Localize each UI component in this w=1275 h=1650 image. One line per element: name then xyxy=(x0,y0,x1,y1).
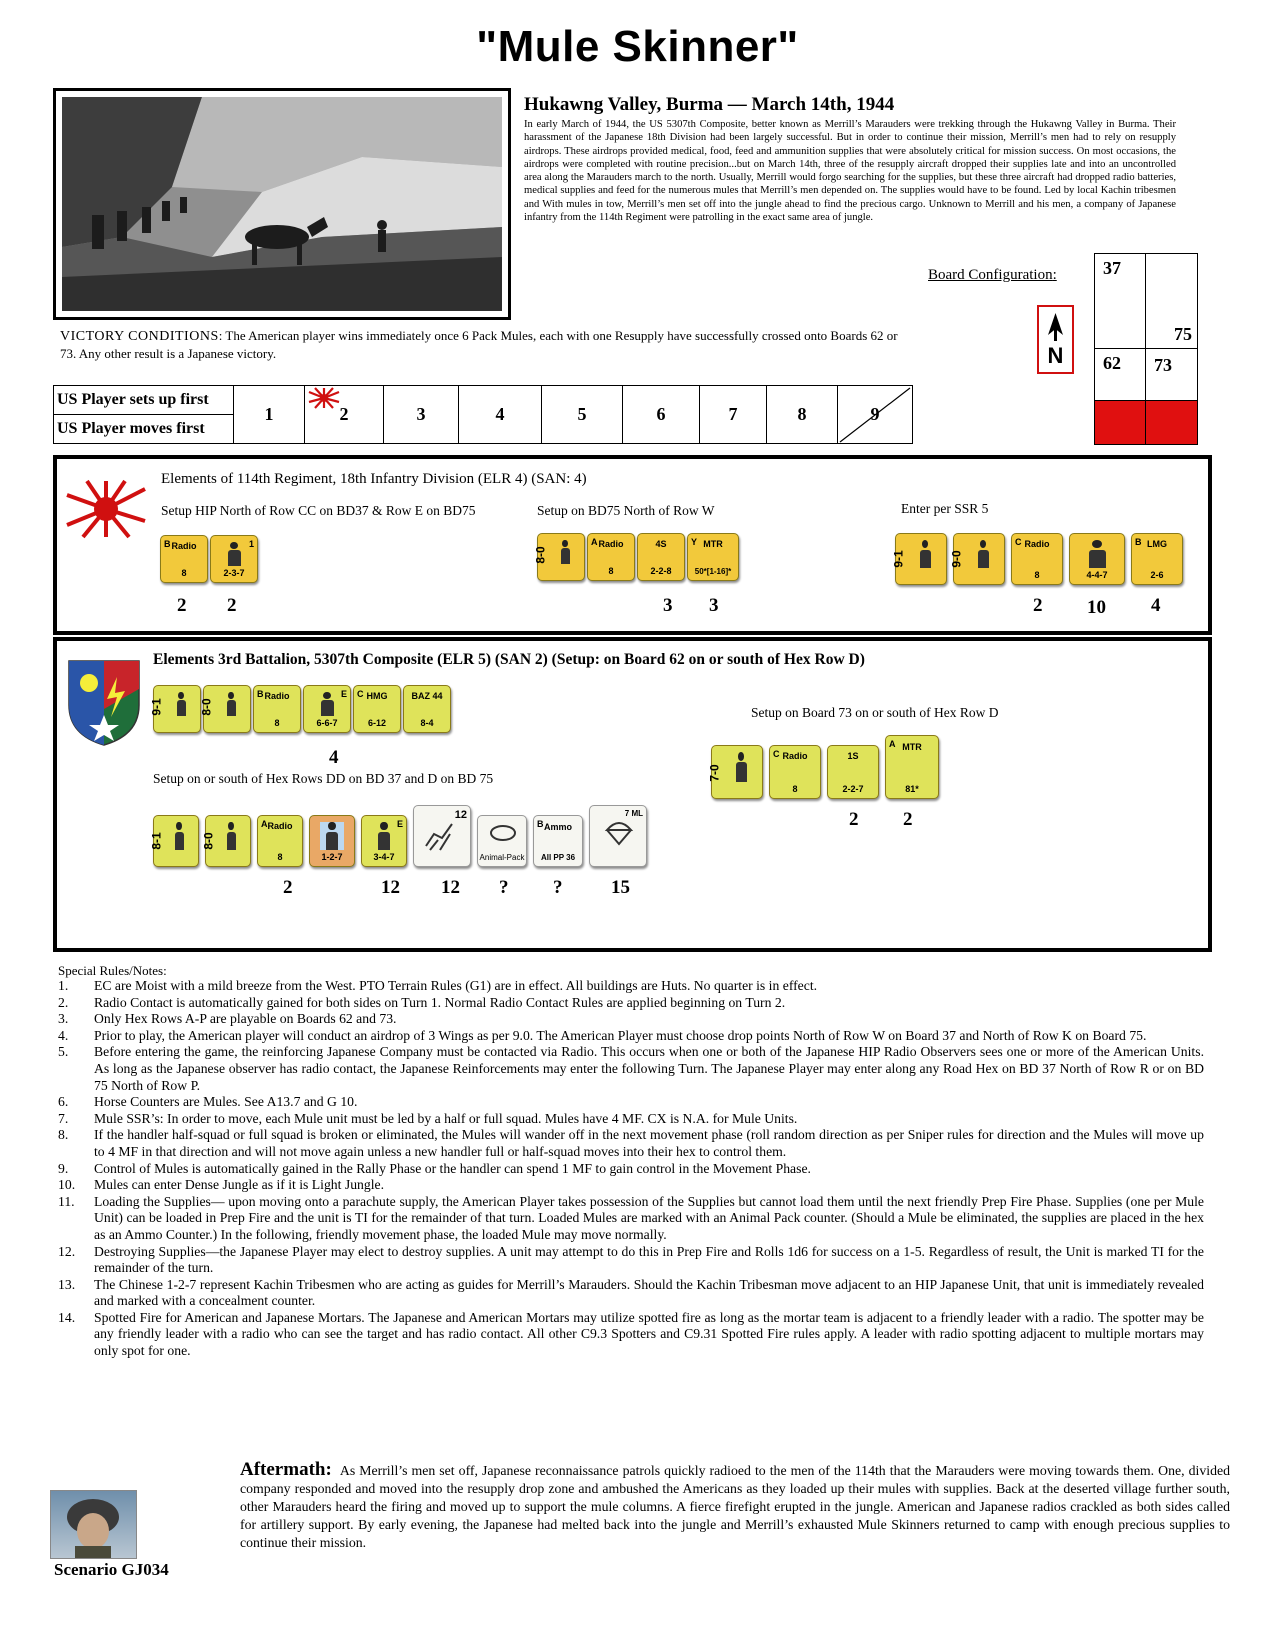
us-half-squad-counter: E 3-4-7 xyxy=(361,815,407,867)
us-bd37-setup-label: Setup on or south of Hex Rows DD on BD 37 and D on BD 75 xyxy=(153,771,494,786)
scenario-id: Scenario GJ034 xyxy=(54,1560,169,1579)
rule-item: 11. Loading the Supplies— upon moving onto a parachute supply, the American Player takes possession of the Supplies but cannot load them until the next friendly Prep Fire Phase. Supplies (one per Mule Unit) can be loaded in Prep Fire and the unit is TI for the remainder of that turn. Loaded Mules are marked with an Animal Pack counter. (Should a Mule be eliminated, the supplies are placed in the hex as an Ammo Counter.) In the following, friendly movement phase, the loaded Mule may move normally. xyxy=(58,1193,1204,1242)
rule-item: 14. Spotted Fire for American and Japanese Mortars. The Japanese and American Mortars may utilize spotted fire as long as the mortar team is adjacent to a friendly leader with a radio. The spotter may be any friendly leader with a radio who can see the target and has radio contact. All other C9.3 Spotters and C9.31 Spotted Fire rules apply. A leader with radio spotting adjacent to multiple mortars may only spot for one. xyxy=(58,1309,1204,1359)
soldier-portrait-icon xyxy=(50,1490,137,1559)
board-edge-62 xyxy=(1094,400,1146,445)
jp-crew-counter: 4S 2-2-8 xyxy=(637,533,685,581)
jp-radio-counter-reinf: C Radio 8 xyxy=(1011,533,1063,585)
photo-illustration xyxy=(62,97,502,311)
us-crew-qty: 2 xyxy=(849,809,859,830)
north-arrow-icon xyxy=(1037,305,1074,374)
turn-3: 3 xyxy=(384,386,459,444)
jp-crew-qty: 3 xyxy=(663,595,673,616)
parachute-supply-counter: 7 ML xyxy=(589,805,647,867)
rule-item: 4. Prior to play, the American player will conduct an airdrop of 3 Wings as per 9.0. The American Player must choose drop points North of Row W on Board 37 and North of Row K on Board 75. xyxy=(58,1027,1147,1043)
moves-first-label: US Player moves first xyxy=(54,415,234,444)
aftermath-text: As Merrill’s men set off, Japanese reconnaissance patrols quickly radioed to the men of the 114th that the Marauders were moving towards them. One, divided company responded and moved into the resupply drop zone and ambushed the Americans as they loaded up their mules with supplies. Back at the deserted village further south, other Marauders heard the firing and moved up to support the mule columns. A fierce firefight erupted in the jungle. American and Japanese radios crackled as both sides called for artillery support. By early evening, the Japanese had melted back into the jungle and Merrill’s exhausted Mule Skinners returned to camp with enough precious supplies to continue their mission. xyxy=(240,1463,1230,1550)
japanese-flag-icon xyxy=(67,481,145,537)
mule-qty: 12 xyxy=(441,877,460,898)
victory-conditions-label: VICTORY CONDITIONS xyxy=(60,329,219,344)
mule-counter: 12 xyxy=(413,805,471,867)
us-bazooka-counter: BAZ 44 8-4 xyxy=(403,685,451,733)
rule-item: 6. Horse Counters are Mules. See A13.7 and G 10. xyxy=(58,1094,358,1110)
jp-leader-9-1-counter: 9-1 xyxy=(895,533,947,585)
rule-item: 9. Control of Mules is automatically gained in the Rally Phase or the handler can spend 1 MF to gain control in the Movement Phase. xyxy=(58,1160,811,1176)
american-force-heading: Elements 3rd Battalion, 5307th Composite (ELR 5) (SAN 2) (Setup: on Board 62 on or south of Hex Row D) xyxy=(153,651,865,668)
us-leader-9-1-counter: 9-1 xyxy=(153,685,201,733)
board-75: 75 xyxy=(1145,253,1198,349)
victory-conditions-text: The American player wins immediately once 6 Pack Mules, each with one Resupply have successfully crossed onto Boards 62 or 73. Any other result is a Japanese victory. xyxy=(60,328,898,361)
jp-radio-counter: B Radio 8 xyxy=(160,535,208,583)
rule-item: 8. If the handler half-squad or full squad is broken or eliminated, the Mules will wander off in the next movement phase (roll random direction as per Sniper rules for direction and the Mules will move up to 4 MF in that direction and will not move again unless a new handler full or half-squad moves into their hex to control them. xyxy=(58,1127,1204,1159)
us-radio-c-counter: C Radio 8 xyxy=(769,745,821,799)
ammo-supply-qty: ? xyxy=(553,877,563,898)
us-leader-8-0-b-counter: 8-0 xyxy=(205,815,251,867)
jp-bd75-setup-label: Setup on BD75 North of Row W xyxy=(537,503,715,518)
jp-half-squad-qty: 2 xyxy=(227,595,237,616)
aftermath-heading: Aftermath: xyxy=(240,1459,332,1480)
half-turn-slash xyxy=(838,386,912,444)
historical-introduction: In early March of 1944, the US 5307th Composite, better known as Merrill’s Marauders were trekking through the Hukawng Valley in Burma. Their harassment of the Japanese 18th Division had been largely successful. But in order to continue their mission, Merrill’s men had to rely on resupply airdrops. These airdrops provided medical, food, feed and ammunition supplies that were absolutely critical for mission success. On most occasions, the airdrops were completed with routine precision...but on March 14th, three of the resupply aircraft dropped their supplies late and into an uncontrolled area along the Marauders march to the north. Usually, Merrill would forgo searching for the supplies, but these three aircraft had dropped radio batteries, medical supplies and feed for the numerous mules that Merrill’s men depended on. The supplies would have to be found. Led by local Kachin tribesmen and With mules in tow, Merrill’s men set off into the jungle ahead to find the precious cargo. Unknown to Merrill and his men, a company of Japanese infantry from the 114th Regiment were patrolling in the exact same area of jungle. xyxy=(524,119,1176,224)
rule-item: 7. Mule SSR’s: In order to move, each Mule unit must be led by a half or full squad. Mules have 4 MF. CX is N.A. for Mule Units. xyxy=(58,1110,798,1126)
merrills-marauders-insignia-icon xyxy=(67,659,141,747)
north-label: N xyxy=(1047,343,1064,368)
rule-item: 13. The Chinese 1-2-7 represent Kachin Tribesmen who are acting as guides for Merrill’s Marauders. Should the Kachin Tribesman move adjacent to an HIP Japanese Unit, that unit is immediately revealed and marked with a concealment counter. xyxy=(58,1276,1204,1309)
japanese-reinforcement-flag-icon xyxy=(309,388,339,408)
rule-item: 2. Radio Contact is automatically gained for both sides on Turn 1. Normal Radio Contact Rules are applied beginning on Turn 2. xyxy=(58,994,786,1010)
aftermath-section xyxy=(240,1461,1230,1552)
special-rules-list xyxy=(58,978,1204,1360)
animal-pack-qty: ? xyxy=(499,877,509,898)
us-radio-b-qty: 2 xyxy=(283,877,293,898)
jp-lmg-qty: 4 xyxy=(1151,595,1161,616)
turn-5: 5 xyxy=(542,386,623,444)
turn-record-track xyxy=(53,385,913,444)
japanese-force-heading: Elements of 114th Regiment, 18th Infantry Division (ELR 4) (SAN: 4) xyxy=(161,471,587,487)
rule-item: 5. Before entering the game, the reinforcing Japanese Company must be contacted via Radio. This occurs when one or both of the Japanese HIP Radio Observers sees one or more of the American Units. As long as the Japanese observer has radio contact, the Japanese Reinforcements may enter the following Turn. The Japanese Player may enter along any Road Hex on BD 37 North of Row R or on BD 75 North of Row P. xyxy=(58,1044,1204,1093)
kachin-tribesmen-counter: 1-2-7 xyxy=(309,815,355,867)
rule-item: 12. Destroying Supplies—the Japanese Player may elect to destroy supplies. A unit may attempt to do this in Prep Fire and Rolls 1d6 for success on a 1-5. Regardless of result, the Unit is marked TI for the remainder of the turn. xyxy=(58,1243,1204,1276)
jp-mortar-qty: 3 xyxy=(709,595,719,616)
turn-7: 7 xyxy=(700,386,767,444)
turn-2: 2 xyxy=(305,386,384,444)
us-crew-counter: 1S 2-2-7 xyxy=(827,745,879,799)
us-mortar-qty: 2 xyxy=(903,809,913,830)
us-half-squad-qty: 12 xyxy=(381,877,400,898)
us-leader-7-0-counter: 7-0 xyxy=(711,745,763,799)
board-edge-73 xyxy=(1145,400,1198,445)
animal-pack-icon xyxy=(488,824,518,842)
parachute-supply-qty: 15 xyxy=(611,877,630,898)
turn-1: 1 xyxy=(234,386,305,444)
board-37: 37 xyxy=(1094,253,1146,349)
board-73: 73 xyxy=(1145,348,1198,401)
american-order-of-battle xyxy=(53,637,1212,952)
jp-reinforcement-label: Enter per SSR 5 xyxy=(901,501,989,516)
jp-radio-reinf-qty: 2 xyxy=(1033,595,1043,616)
scenario-title: "Mule Skinner" xyxy=(476,22,799,71)
turn-6: 6 xyxy=(623,386,700,444)
board-configuration-grid xyxy=(1094,253,1198,445)
board-configuration-label: Board Configuration: xyxy=(928,267,1057,283)
us-leader-8-0-counter: 8-0 xyxy=(203,685,251,733)
jp-radio-qty: 2 xyxy=(177,595,187,616)
jp-leader-9-0-counter: 9-0 xyxy=(953,533,1005,585)
jp-radio-counter-bd75: A Radio 8 xyxy=(587,533,635,581)
jp-lmg-counter: B LMG 2-6 xyxy=(1131,533,1183,585)
mule-icon xyxy=(420,816,460,856)
turn-8: 8 xyxy=(767,386,838,444)
scenario-location-date: Hukawng Valley, Burma — March 14th, 1944 xyxy=(524,94,895,115)
jp-squad-qty: 10 xyxy=(1087,597,1106,618)
rule-item: 1. EC are Moist with a mild breeze from the West. PTO Terrain Rules (G1) are in effect. All buildings are Huts. No quarter is in effect. xyxy=(58,978,818,993)
jp-leader-counter: 8-0 xyxy=(537,533,585,581)
board-62: 62 xyxy=(1094,348,1146,401)
us-squad-qty: 4 xyxy=(329,747,339,768)
us-mortar-counter: A MTR 81* xyxy=(885,735,939,799)
turn-9-half: 9 xyxy=(838,386,913,444)
japanese-order-of-battle xyxy=(53,455,1212,635)
ammo-supply-counter: B Ammo All PP 36 xyxy=(533,815,583,867)
setup-first-label: US Player sets up first xyxy=(54,386,234,415)
us-radio-b-counter: A Radio 8 xyxy=(257,815,303,867)
special-rules-title: Special Rules/Notes: xyxy=(58,963,167,978)
historical-photo xyxy=(53,88,511,320)
victory-conditions: VICTORY CONDITIONS: The American player wins immediately once 6 Pack Mules, each with one Resupply have successfully crossed onto Boards 62 or 73. Any other result is a Japanese victory. xyxy=(60,328,898,361)
jp-half-squad-counter: 1 2-3-7 xyxy=(210,535,258,583)
us-hmg-counter: C HMG 6-12 xyxy=(353,685,401,733)
parachute-icon xyxy=(604,816,634,846)
rule-item: 3. Only Hex Rows A-P are playable on Boards 62 and 73. xyxy=(58,1011,397,1027)
jp-mortar-counter: Y MTR 50*[1-16]* xyxy=(687,533,739,581)
turn-4: 4 xyxy=(459,386,542,444)
animal-pack-counter: Animal-Pack xyxy=(477,815,527,867)
us-squad-counter: E 6-6-7 xyxy=(303,685,351,733)
us-leader-8-1-counter: 8-1 xyxy=(153,815,199,867)
jp-squad-counter: 4-4-7 xyxy=(1069,533,1125,585)
jp-hip-setup-label: Setup HIP North of Row CC on BD37 & Row E on BD75 xyxy=(161,503,476,518)
rule-item: 10. Mules can enter Dense Jungle as if it is Light Jungle. xyxy=(58,1177,385,1193)
us-bd73-setup-label: Setup on Board 73 on or south of Hex Row D xyxy=(751,705,999,720)
us-radio-counter: B Radio 8 xyxy=(253,685,301,733)
